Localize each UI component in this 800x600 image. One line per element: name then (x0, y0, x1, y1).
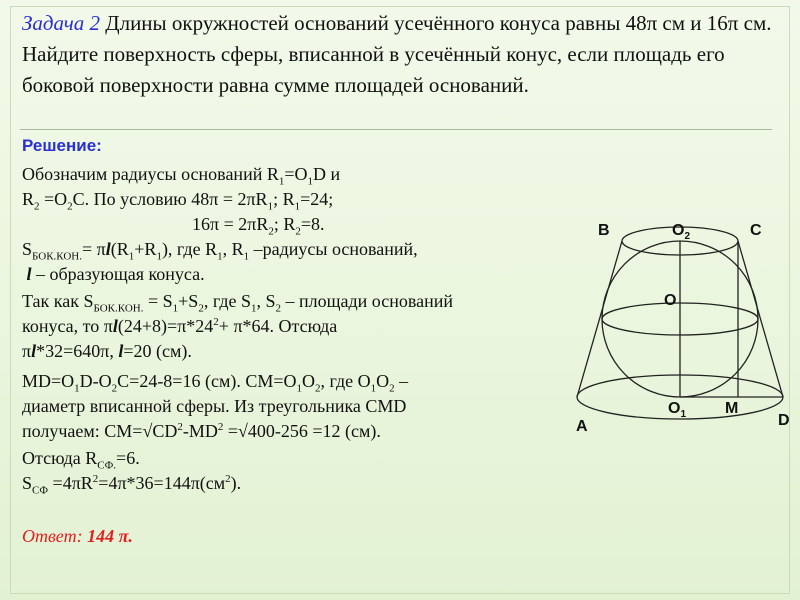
solution-line-4: $S_{БОК.КОН.}= \pi l(R_1+R_1)$, где $R_1$, $R_1$ –радиусы оснований, (22, 239, 418, 263)
frustum-figure (570, 215, 795, 440)
task-label: Задача 2 (22, 11, 101, 35)
label-o1: $O_1$ (668, 400, 687, 420)
solution-line-10: диаметр вписанной сферы. Из треугольника CMD (22, 396, 407, 416)
answer-label: Ответ: (22, 526, 83, 546)
label-a: A (576, 418, 588, 435)
solution-line-6: Так как $S_{БОК.КОН.} = S_1+S_2$, где $S_1$, $S_2$ – площади оснований (22, 291, 453, 315)
answer (22, 526, 133, 547)
solution-line-11: получаем: $CM=√CD^2-MD^2 =√400-256 =12$ (см). (22, 421, 381, 441)
label-c: C (750, 222, 762, 239)
label-m: M (725, 400, 739, 417)
answer-value: 144 π. (82, 526, 133, 546)
divider (20, 129, 772, 130)
left-generator (577, 241, 622, 397)
solution-line-13: $S_{СФ} =4\pi R^2=4\pi*36=144\pi(см^2)$. (22, 473, 242, 497)
solution-line-5: l – образующая конуса. (26, 264, 205, 284)
solution-line-7: конуса, то $\pi l(24+8)=\pi*24^2+ \pi*64$. Отсюда (22, 316, 338, 336)
solution-line-3: $16\pi = 2\pi R_2$; $R_2=8$. (192, 214, 325, 238)
label-o: O (664, 292, 677, 309)
solution-line-1: Обозначим радиусы оснований $R_1=O_1D$ и (22, 164, 341, 188)
task-text: Длины окружностей оснований усечённого конуса равны 48π см и 16π см. Найдите поверхность сферы, вписанной в усечённый конус, если площадь его боковой поверхности равна сумме площадей оснований. (22, 11, 772, 97)
solution-line-8: πl*32=640π, l=20 (см). (22, 341, 192, 361)
label-o2: $O_2$ (672, 222, 691, 242)
solution-heading: Решение: (22, 136, 102, 155)
task-statement (22, 8, 772, 101)
solution-line-9: $MD=O_1D-O_2C=24-8=16$ (см). $CM=O_1O_2$, где $O_1O_2$ – (22, 371, 409, 395)
label-b: B (598, 222, 610, 239)
solution-line-12: Отсюда $R_{СФ.}=6$. (22, 448, 140, 472)
solution-line-2: $R_2 =O_2C$. По условию $48\pi = 2\pi R_1$; $R_1=24$; (22, 189, 334, 213)
label-d: D (778, 412, 790, 429)
right-generator (738, 241, 783, 397)
